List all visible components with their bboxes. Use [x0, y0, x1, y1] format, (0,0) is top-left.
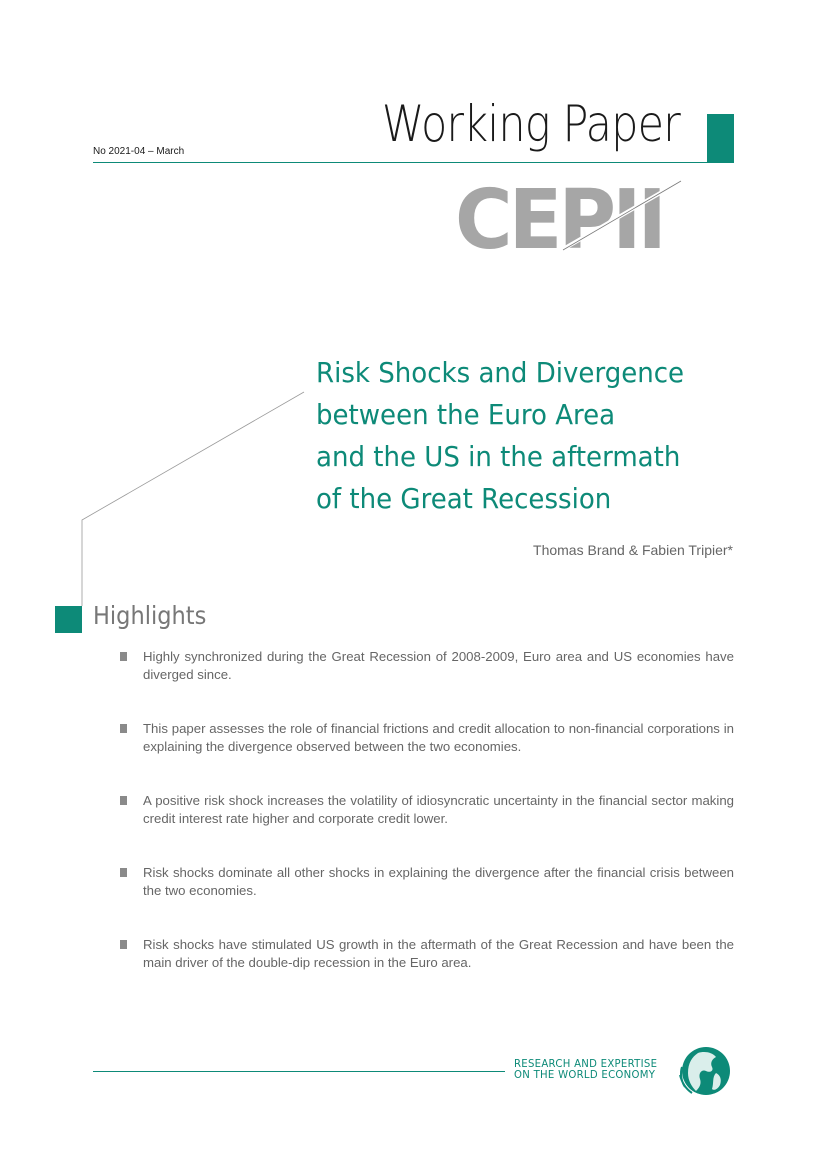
highlights-accent-block: [55, 606, 82, 633]
header-rule: [93, 162, 733, 163]
paper-title-line: Risk Shocks and Divergence: [316, 356, 685, 389]
paper-title-line: of the Great Recession: [316, 482, 612, 515]
square-bullet-icon: [120, 652, 127, 661]
issue-number: No 2021-04 – March: [93, 146, 185, 157]
globe-icon: [676, 1043, 732, 1099]
highlight-text: A positive risk shock increases the volatility of idiosyncratic uncertainty in the financial sector making credit interest rate higher and corporate credit lower.: [143, 793, 734, 826]
header-accent-block: [707, 114, 734, 163]
footer-tagline-line: ON THE WORLD ECONOMY: [514, 1068, 656, 1081]
square-bullet-icon: [120, 868, 127, 877]
footer-tagline-line: RESEARCH AND EXPERTISE: [514, 1057, 658, 1070]
highlight-text: This paper assesses the role of financial frictions and credit allocation to non-financial corporations in explaining the divergence observed between the two economies.: [143, 721, 734, 754]
square-bullet-icon: [120, 940, 127, 949]
cepii-logo-text: CEPII: [455, 176, 663, 254]
cepii-logo: [455, 176, 685, 254]
authors: Thomas Brand & Fabien Tripier*: [533, 542, 733, 558]
footer-rule: [93, 1071, 505, 1072]
highlight-item: [118, 720, 734, 792]
highlight-text: Highly synchronized during the Great Recession of 2008-2009, Euro area and US economies have diverged since.: [143, 649, 734, 682]
highlight-item: [118, 648, 734, 720]
highlight-text: Risk shocks dominate all other shocks in explaining the divergence after the financial crisis between the two economies.: [143, 865, 734, 898]
highlights-heading: Highlights: [93, 601, 207, 630]
square-bullet-icon: [120, 796, 127, 805]
paper-title-line: between the Euro Area: [316, 398, 616, 431]
highlight-text: Risk shocks have stimulated US growth in the aftermath of the Great Recession and have been the main driver of the double-dip recession in the Euro area.: [143, 937, 734, 970]
paper-title-line: and the US in the aftermath: [316, 440, 681, 473]
paper-title: [316, 352, 716, 520]
highlight-item: [118, 936, 734, 1008]
footer-tagline: [514, 1058, 657, 1080]
working-paper-title: Working Paper: [381, 95, 680, 153]
highlight-item: [118, 792, 734, 864]
highlights-list: [118, 648, 734, 1008]
highlight-item: [118, 864, 734, 936]
square-bullet-icon: [120, 724, 127, 733]
